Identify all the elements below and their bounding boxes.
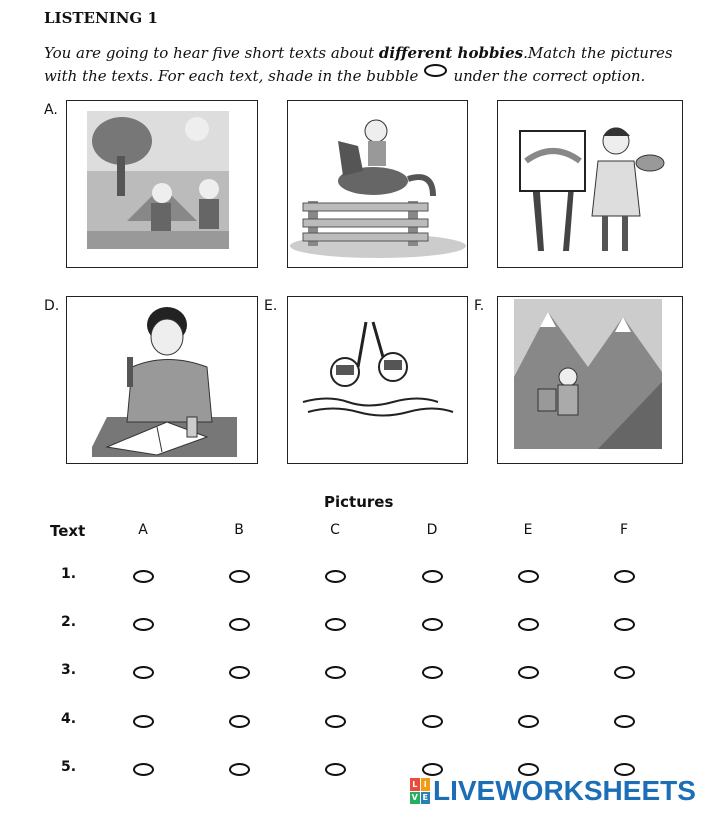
logo-mark-letter: V xyxy=(411,793,418,803)
picture-label-d: D. xyxy=(44,298,60,314)
answer-bubble-1-b[interactable] xyxy=(229,570,250,583)
liveworksheets-logo xyxy=(410,776,696,806)
answer-bubble-5-c[interactable] xyxy=(325,763,346,776)
answer-bubble-1-f[interactable] xyxy=(614,570,635,583)
painting-girl-image xyxy=(497,100,683,268)
picture-label-f: F. xyxy=(474,298,485,314)
answer-bubble-4-b[interactable] xyxy=(229,715,250,728)
camping-kids-image xyxy=(66,100,258,268)
text-header: Text xyxy=(50,522,86,540)
answer-bubble-2-d[interactable] xyxy=(422,618,443,631)
row-label-4: 4. xyxy=(61,711,77,727)
answer-bubble-2-a[interactable] xyxy=(133,618,154,631)
stamp-collecting-image xyxy=(66,296,258,464)
logo-text: LIVEWORKSHEETS xyxy=(433,775,696,806)
answer-bubble-2-f[interactable] xyxy=(614,618,635,631)
answer-bubble-2-b[interactable] xyxy=(229,618,250,631)
logo-mark-letter: L xyxy=(410,778,420,791)
column-header-c: C xyxy=(330,522,340,538)
answer-bubble-3-a[interactable] xyxy=(133,666,154,679)
logo-mark-letter: I xyxy=(421,778,431,791)
answer-bubble-2-c[interactable] xyxy=(325,618,346,631)
horse-jumping-image xyxy=(287,100,468,268)
pictures-heading-text: Pictures xyxy=(324,493,394,511)
row-label-1: 1. xyxy=(61,566,77,582)
row-label-2: 2. xyxy=(61,614,77,630)
answer-bubble-4-c[interactable] xyxy=(325,715,346,728)
answer-bubble-3-e[interactable] xyxy=(518,666,539,679)
column-header-e: E xyxy=(523,522,533,538)
column-header-a: A xyxy=(138,522,148,538)
column-header-d: D xyxy=(426,522,438,538)
answer-bubble-5-a[interactable] xyxy=(133,763,154,776)
snorkeling-image xyxy=(287,296,468,464)
answer-bubble-4-e[interactable] xyxy=(518,715,539,728)
instructions-text-1: You are going to hear five short texts about xyxy=(44,44,379,62)
answer-bubble-3-b[interactable] xyxy=(229,666,250,679)
answer-bubble-5-b[interactable] xyxy=(229,763,250,776)
row-label-3: 3. xyxy=(61,662,77,678)
logo-mark-icon xyxy=(410,778,430,804)
answer-bubble-2-e[interactable] xyxy=(518,618,539,631)
page-title: LISTENING 1 xyxy=(44,9,158,27)
instructions xyxy=(44,42,704,87)
answer-bubble-4-d[interactable] xyxy=(422,715,443,728)
answer-bubble-3-d[interactable] xyxy=(422,666,443,679)
logo-mark-letter: E xyxy=(421,792,431,805)
answer-bubble-1-e[interactable] xyxy=(518,570,539,583)
instructions-text-3: under the correct option. xyxy=(453,67,646,85)
mountain-hiking-image xyxy=(497,296,683,464)
instructions-text-2: .Match the pictures with the texts. For each text, shade in the bubble xyxy=(44,44,673,85)
picture-label-a: A. xyxy=(44,102,58,118)
answer-bubble-1-a[interactable] xyxy=(133,570,154,583)
answer-bubble-4-f[interactable] xyxy=(614,715,635,728)
answer-bubble-1-c[interactable] xyxy=(325,570,346,583)
instructions-bold: different hobbies xyxy=(378,44,524,62)
answer-bubble-3-c[interactable] xyxy=(325,666,346,679)
column-header-b: B xyxy=(234,522,244,538)
answer-bubble-1-d[interactable] xyxy=(422,570,443,583)
answer-bubble-3-f[interactable] xyxy=(614,666,635,679)
column-header-f: F xyxy=(619,522,629,538)
bubble-icon xyxy=(424,64,447,77)
picture-label-e: E. xyxy=(264,298,278,314)
answer-bubble-4-a[interactable] xyxy=(133,715,154,728)
row-label-5: 5. xyxy=(61,759,77,775)
